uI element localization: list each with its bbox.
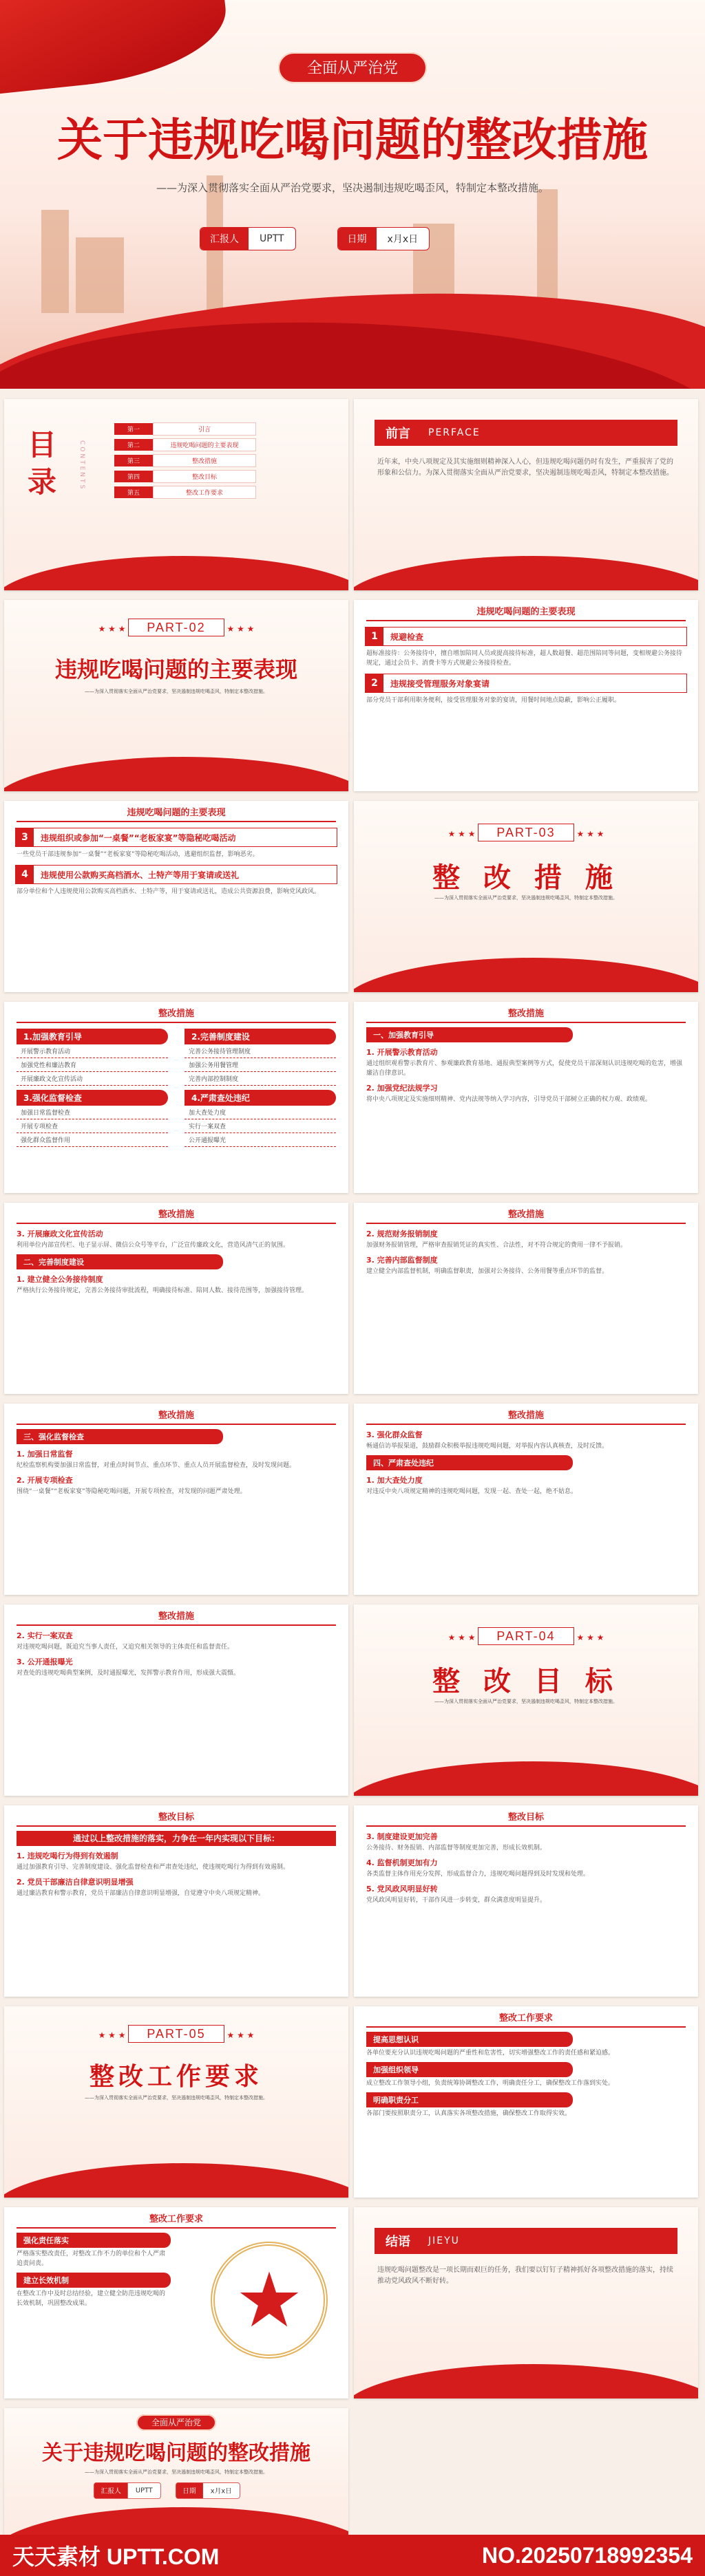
toc-title-1: 目	[28, 428, 57, 462]
watermark-footer	[0, 2535, 705, 2576]
slide-toc	[4, 399, 348, 590]
slide-heading: 整改措施	[17, 1002, 336, 1023]
slide-main-1	[354, 600, 698, 791]
item-title: 建立长效机制	[17, 2273, 171, 2288]
red-wave	[354, 1761, 698, 1796]
item-text: 围绕“一桌餐”“老板家宴”等隐秘吃喝问题，开展专项检查，对发现的问题严肃处理。	[17, 1488, 246, 1495]
slide-requirements-2	[4, 2207, 348, 2398]
item-title: 强化责任落实	[17, 2233, 171, 2248]
slide-measures-2	[4, 1203, 348, 1394]
slide-requirements-1	[354, 2006, 698, 2198]
slide-measures-3	[354, 1203, 698, 1394]
slide-goals-2	[354, 1805, 698, 1997]
footer-number: NO.20250718992354	[481, 2542, 693, 2568]
section-text: 超标准接待：公务接待中，擅自增加陪同人员或提高接待标准，超人数超餐、超范围陪同等问题，变相规避公务接待规定，通过会员卡、消费卡等方式规避公务接待检查。	[366, 650, 683, 667]
measure-group: 2.完善制度建设 完善公务接待管理制度 加强公务用餐管理 完善内部控制制度	[185, 1029, 336, 1086]
part-sub: ——为深入贯彻落实全面从严治党要求，坚决遏制违规吃喝歪风，特制定本整改措施。	[434, 1699, 618, 1704]
toc-contents-en: CONTENTS	[78, 440, 85, 491]
item-text: 通过加强教育引导、完善制度建设、强化监督检查和严肃查处违纪，使违规吃喝行为得到有效遏制。	[17, 1864, 290, 1871]
item-title: 加强组织领导	[366, 2062, 573, 2077]
part-title: 整 改 目 标	[432, 1665, 620, 1697]
preface-title: 前言	[386, 427, 410, 441]
item-text: 党风政风明显好转，干部作风进一步转变，群众满意度明显提升。	[366, 1897, 547, 1904]
item-text: 加强财务报销管理，严格审查报销凭证的真实性、合法性，对不符合规定的费用一律不予报销。	[366, 1242, 627, 1249]
item-title: 2. 实行一案双查	[17, 1631, 73, 1640]
item-text: 各单位要充分认识违规吃喝问题的严重性和危害性，切实增强整改工作的责任感和紧迫感。	[366, 2050, 615, 2057]
item-text: 对违反中央八项规定精神的违规吃喝问题，发现一起、查处一起，绝不姑息。	[366, 1488, 578, 1495]
goals-intro-bar: 通过以上整改措施的落实，力争在一年内实现以下目标：	[17, 1831, 336, 1846]
item-title: 2. 规范财务报销制度	[366, 1230, 438, 1238]
red-wave	[4, 556, 348, 590]
cover-tag: 全面从严治党	[278, 52, 427, 83]
back-tag: 全面从严治党	[136, 2414, 216, 2431]
red-wave	[4, 2507, 348, 2535]
slide-preface	[354, 399, 698, 590]
item-text: 公务接待、财务报销、内部监督等制度更加完善，形成长效机制。	[366, 1845, 547, 1852]
slide-measures-5	[354, 1404, 698, 1595]
item-title: 3. 完善内部监督制度	[366, 1256, 438, 1265]
item-text: 严格执行公务接待规定，完善公务接待审批流程，明确接待标准、陪同人数、接待范围等，加强接待管理。	[17, 1287, 308, 1294]
item-title: 2. 开展专项检查	[17, 1476, 73, 1485]
item-text: 畅通信访举报渠道，鼓励群众积极举报违规吃喝问题，对举报内容认真核查，及时反馈。	[366, 1443, 609, 1450]
measure-group: 4.严肃查处违纪 加大查处力度 实行一案双查 公开通报曝光	[185, 1090, 336, 1147]
item-title: 1. 开展警示教育活动	[366, 1048, 438, 1057]
toc-item[interactable]: 第四 整改目标	[114, 470, 256, 483]
city-building	[41, 210, 69, 313]
cover-title: 关于违规吃喝问题的整改措施	[57, 113, 648, 167]
item-text: 各类监督主体作用充分发挥，形成监督合力，违规吃喝问题得到及时发现和处理。	[366, 1871, 590, 1878]
cover-subtitle: ——为深入贯彻落实全面从严治党要求，坚决遏制违规吃喝歪风，特制定本整改措施。	[156, 182, 549, 194]
ending-en: JIEYU	[428, 2235, 460, 2246]
slide-part04: ★ ★ ★ PART-04 ★ ★ ★ 整 改 目 标 ——为深入贯彻落实全面从严治党要求，坚决遏制违规吃喝歪风，特制定本整改措施。	[354, 1604, 698, 1796]
item-title: 1. 加大查处力度	[366, 1476, 423, 1485]
part-sub: ——为深入贯彻落实全面从严治党要求，坚决遏制违规吃喝歪风，特制定本整改措施。	[85, 2095, 268, 2101]
slide-heading: 整改目标	[366, 1805, 686, 1827]
date-pill: 日期 x月x日	[176, 2482, 240, 2499]
toc-title-2: 录	[28, 465, 57, 499]
item-title: 2. 加强党纪法规学习	[366, 1084, 438, 1093]
item-title: 4. 监督机制更加有力	[366, 1858, 438, 1867]
item-title: 3. 制度建设更加完善	[366, 1832, 438, 1841]
item-title: 3. 强化群众监督	[366, 1430, 423, 1439]
item-title: 明确职责分工	[366, 2092, 573, 2107]
slide-heading: 整改措施	[17, 1404, 336, 1425]
red-flag-decoration	[0, 0, 232, 95]
slide-part05: ★ ★ ★ PART-05 ★ ★ ★ 整改工作要求 ——为深入贯彻落实全面从严治党要求，坚决遏制违规吃喝歪风，特制定本整改措施。	[4, 2006, 348, 2198]
slide-heading: 整改措施	[17, 1203, 336, 1224]
item-text: 各部门要按照职责分工，认真落实各项整改措施，确保整改工作取得实效。	[366, 2110, 571, 2117]
item-text: 通过廉洁教育和警示教育，党员干部廉洁自律意识明显增强，自觉遵守中央八项规定精神。	[17, 1890, 265, 1897]
part-title: 违规吃喝问题的主要表现	[54, 656, 297, 683]
preface-en: PERFACE	[428, 427, 481, 438]
slide-measures-grid	[4, 1002, 348, 1193]
red-wave	[354, 2364, 698, 2398]
slide-heading: 整改工作要求	[17, 2207, 336, 2229]
item-title: 提高思想认识	[366, 2032, 573, 2047]
item-text: 对查处的违规吃喝典型案例，及时通报曝光，发挥警示教育作用，形成强大震慑。	[17, 1670, 240, 1677]
slide-goals-1	[4, 1805, 348, 1997]
red-star-icon: ★	[235, 2256, 304, 2344]
measure-group: 3.强化监督检查 加强日常监督检查 开展专项检查 强化群众监督作用	[17, 1090, 168, 1147]
toc-item[interactable]: 第二 违规吃喝问题的主要表现	[114, 438, 256, 451]
slide-measures-4	[4, 1404, 348, 1595]
cover-banner	[0, 0, 705, 389]
item-text: 将中央八项规定及实施细则精神、党内法规等纳入学习内容，引导党员干部树立正确的权力观、政绩观。	[366, 1096, 652, 1103]
slide-ending	[354, 2207, 698, 2398]
item-title: 2. 党员干部廉洁自律意识明显增强	[17, 1878, 134, 1887]
section-text: 部分单位和个人违规使用公款购买高档酒水、土特产等，用于宴请或送礼，造成公共资源浪费，影响党风政风。	[17, 888, 321, 895]
section-bar: 三、强化监督检查	[17, 1429, 223, 1444]
slide-part03: ★ ★ ★ PART-03 ★ ★ ★ 整 改 措 施 ——为深入贯彻落实全面从严治党要求，坚决遏制违规吃喝歪风，特制定本整改措施。	[354, 801, 698, 992]
slide-part02: ★ ★ ★ PART-02 ★ ★ ★ 违规吃喝问题的主要表现 ——为深入贯彻落实全面从严治党要求，坚决遏制违规吃喝歪风，特制定本整改措施。	[4, 600, 348, 791]
slide-heading: 违规吃喝问题的主要表现	[17, 801, 336, 822]
item-title: 3. 开展廉政文化宣传活动	[17, 1230, 103, 1238]
toc-item[interactable]: 第五 整改工作要求	[114, 486, 256, 499]
item-text: 利用单位内部宣传栏、电子显示屏、微信公众号等平台，广泛宣传廉政文化，营造风清气正的氛围。	[17, 1242, 290, 1249]
toc-item[interactable]: 第三 整改措施	[114, 454, 256, 467]
slide-back-cover	[4, 2408, 348, 2535]
ending-text: 违规吃喝问题整改是一项长期而艰巨的任务，我们要以钉钉子精神抓好各项整改措施的落实，持续推动党风政风不断好转。	[377, 2266, 673, 2285]
item-title: 3. 公开通报曝光	[17, 1657, 73, 1666]
slide-main-2	[4, 801, 348, 992]
slide-measures-6	[4, 1604, 348, 1796]
item-title: 5. 党风政风明显好转	[366, 1885, 438, 1893]
part-sub: ——为深入贯彻落实全面从严治党要求，坚决遏制违规吃喝歪风，特制定本整改措施。	[85, 689, 268, 694]
item-text: 对违规吃喝问题，既追究当事人责任，又追究相关领导的主体责任和监督责任。	[17, 1644, 234, 1651]
part-label: PART-05	[128, 2025, 224, 2043]
red-wave	[354, 556, 698, 590]
red-wave	[354, 958, 698, 992]
item-text: 建立健全内部监督机制，明确监督职责，加强对公务接待、公务用餐等重点环节的监督。	[366, 1268, 609, 1275]
slide-heading: 整改工作要求	[366, 2006, 686, 2028]
section-bar: 四、严肃查处违纪	[366, 1455, 573, 1470]
item-text: 成立整改工作领导小组，负责统筹协调整改工作，明确责任分工，确保整改工作落到实处。	[366, 2080, 615, 2087]
item-text: 通过组织观看警示教育片、参观廉政教育基地、通报典型案例等方式，促使党员干部深刻认识违规吃喝的危害，增强廉洁自律意识。	[366, 1060, 683, 1077]
slide-heading: 整改措施	[366, 1404, 686, 1425]
slide-measures-1	[354, 1002, 698, 1193]
slide-heading: 整改措施	[17, 1604, 336, 1626]
city-tower	[537, 189, 558, 313]
section-box: 3 违规组织或参加“一桌餐”“老板家宴”等隐秘吃喝活动	[15, 828, 337, 847]
section-text: 一些党员干部违规参加“一桌餐”“老板家宴”等隐秘吃喝活动，逃避组织监督，影响恶劣。	[17, 851, 259, 858]
preface-text: 近年来，中央八项规定及其实施细则精神深入人心，但违规吃喝问题仍时有发生，严重损害了党的形象和公信力。为深入贯彻落实全面从严治党要求，坚决遏制违规吃喝歪风，特制定本整改措施。	[377, 458, 673, 477]
part-title: 整 改 措 施	[432, 861, 620, 894]
toc-item[interactable]: 第一 引言	[114, 422, 256, 436]
date-pill: 日期 x月x日	[337, 227, 430, 250]
item-title: 1. 加强日常监督	[17, 1450, 73, 1459]
measure-group: 1.加强教育引导 开展警示教育活动 加强党性和廉洁教育 开展廉政文化宣传活动	[17, 1029, 168, 1086]
part-label: PART-04	[478, 1627, 574, 1645]
slide-heading: 整改措施	[366, 1002, 686, 1023]
section-box: 2 违规接受管理服务对象宴请	[365, 674, 687, 693]
item-title: 1. 建立健全公务接待制度	[17, 1275, 103, 1284]
ending-title: 结语	[386, 2235, 410, 2249]
slide-heading: 整改目标	[17, 1805, 336, 1827]
slide-heading: 违规吃喝问题的主要表现	[366, 600, 686, 621]
part-label: PART-02	[128, 619, 224, 636]
section-bar: 二、完善制度建设	[17, 1254, 223, 1269]
item-text: 纪检监察机构要加强日常监督，对重点时间节点、重点环节、重点人员开展监督检查，及时发现问题。	[17, 1462, 296, 1469]
item-text: 在整改工作中及时总结经验，建立健全防范违规吃喝的长效机制，巩固整改成果。	[17, 2290, 166, 2307]
part-title: 整改工作要求	[89, 2062, 263, 2091]
section-bar: 一、加强教育引导	[366, 1027, 573, 1042]
part-sub: ——为深入贯彻落实全面从严治党要求，坚决遏制违规吃喝歪风，特制定本整改措施。	[434, 895, 618, 901]
red-wave	[4, 757, 348, 791]
back-title: 关于违规吃喝问题的整改措施	[42, 2441, 311, 2465]
item-text: 严格落实整改责任，对整改工作不力的单位和个人严肃追责问责。	[17, 2251, 166, 2267]
item-title: 1. 违规吃喝行为得到有效遏制	[17, 1852, 118, 1860]
footer-site: 天天素材 UPTT.COM	[12, 2544, 220, 2569]
reporter-pill: 汇报人 UPTT	[200, 227, 296, 250]
star-emblem	[211, 2242, 328, 2359]
section-box: 4 违规使用公款购买高档酒水、土特产等用于宴请或送礼	[15, 865, 337, 884]
red-wave	[4, 2163, 348, 2198]
section-text: 部分党员干部利用职务便利，接受管理服务对象的宴请，用餐时间地点隐蔽，影响公正履职。	[366, 697, 621, 704]
city-building	[76, 237, 124, 313]
back-sub: ——为深入贯彻落实全面从严治党要求，坚决遏制违规吃喝歪风，特制定本整改措施。	[85, 2469, 268, 2475]
section-box: 1 规避检查	[365, 627, 687, 646]
slide-heading: 整改措施	[366, 1203, 686, 1224]
reporter-pill: 汇报人 UPTT	[94, 2482, 161, 2499]
part-label: PART-03	[478, 824, 574, 841]
